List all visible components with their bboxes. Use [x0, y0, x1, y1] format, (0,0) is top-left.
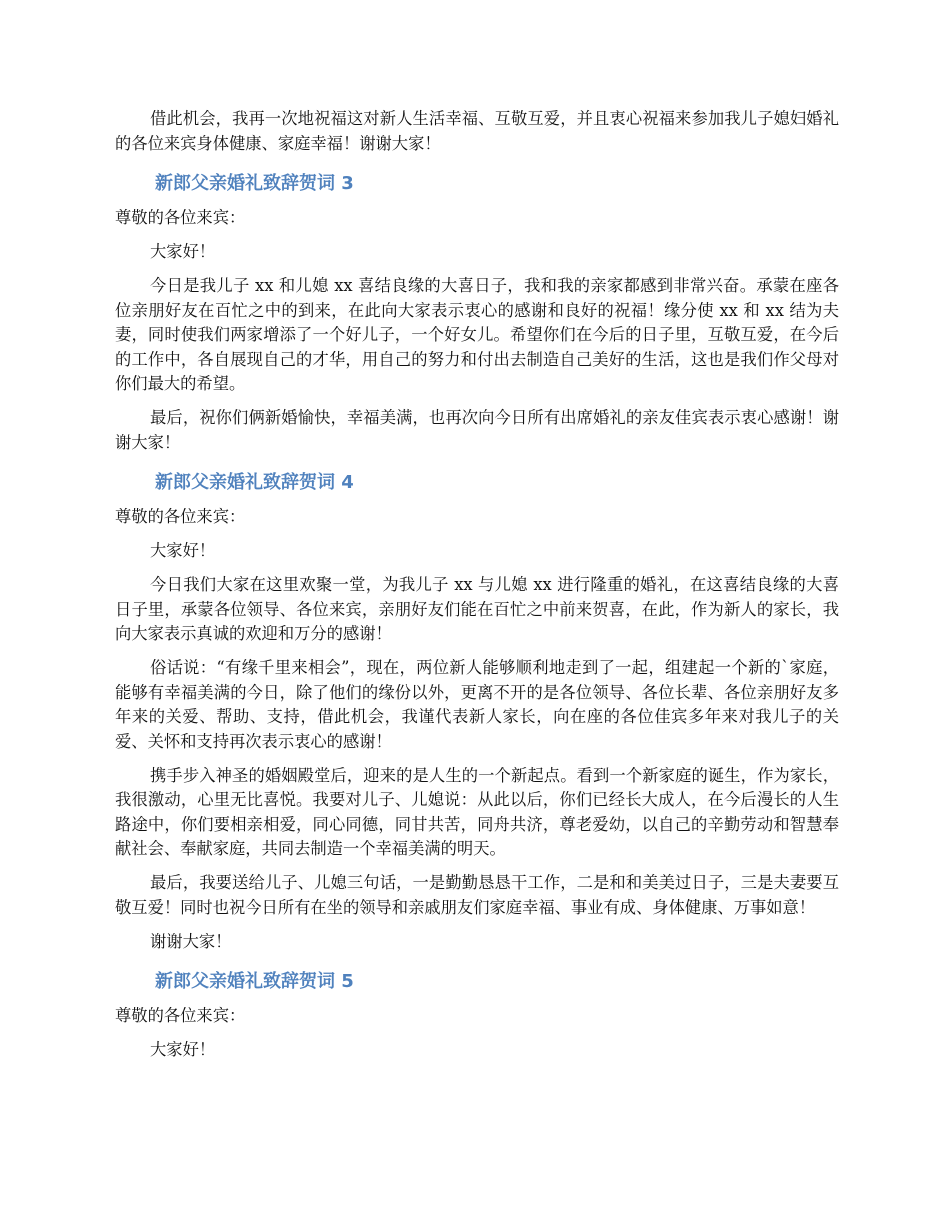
section-5	[115, 970, 839, 1063]
section-4-paragraph-4: 最后，我要送给儿子、儿媳三句话，一是勤勤恳恳干工作，二是和和美美过日子，三是夫妻要互敬互爱！同时也祝今日所有在坐的领导和亲戚朋友们家庭幸福、事业有成、身体健康、万事如意！	[115, 873, 839, 917]
section-3-salutation: 尊敬的各位来宾：	[115, 208, 246, 227]
intro-paragraph: 借此机会，我再一次地祝福这对新人生活幸福、互敬互爱，并且衷心祝福来参加我儿子媳妇婚礼的各位来宾身体健康、家庭幸福！谢谢大家！	[115, 109, 839, 153]
section-3-greeting: 大家好！	[150, 242, 216, 261]
section-3-paragraph-2: 最后，祝你们俩新婚愉快，幸福美满，也再次向今日所有出席婚礼的亲友佳宾表示衷心感谢！谢谢大家！	[115, 408, 839, 452]
document-page	[115, 107, 839, 1072]
section-4-paragraph-3: 携手步入神圣的婚姻殿堂后，迎来的是人生的一个新起点。看到一个新家庭的诞生，作为家长，我很激动，心里无比喜悦。我要对儿子、儿媳说：从此以后，你们已经长大成人，在今后漫长的人生路途中，你们要相亲相爱，同心同德，同甘共苦，同舟共济，尊老爱幼，以自己的辛勤劳动和智慧奉献社会、奉献家庭，共同去制造一个幸福美满的明天。	[115, 765, 839, 858]
section-4-greeting: 大家好！	[150, 541, 216, 560]
section-3-heading: 新郎父亲婚礼致辞贺词 3	[155, 173, 354, 194]
section-4	[115, 471, 839, 954]
section-5-heading: 新郎父亲婚礼致辞贺词 5	[155, 971, 354, 992]
section-4-heading: 新郎父亲婚礼致辞贺词 4	[155, 472, 354, 493]
section-3-paragraph-1: 今日是我儿子 xx 和儿媳 xx 喜结良缘的大喜日子，我和我的亲家都感到非常兴奋。承蒙在座各位亲朋好友在百忙之中的到来，在此向大家表示衷心的感谢和良好的祝福！缘分使 xx 和 xx 结为夫妻，同时使我们两家增添了一个好儿子，一个好女儿。希望你们在今后的日子里，互敬互爱，在今后的工作中，各自展现自己的才华，用自己的努力和付出去制造自己美好的生活，这也是我们作父母对你们最大的希望。	[115, 276, 839, 393]
section-4-closing: 谢谢大家！	[150, 931, 232, 951]
section-4-salutation: 尊敬的各位来宾：	[115, 507, 246, 526]
section-5-salutation: 尊敬的各位来宾：	[115, 1006, 246, 1025]
section-3	[115, 172, 839, 455]
section-5-greeting: 大家好！	[150, 1040, 216, 1059]
section-4-paragraph-2: 俗话说：“有缘千里来相会”，现在，两位新人能够顺利地走到了一起，组建起一个新的`家庭，能够有幸福美满的今日，除了他们的缘份以外，更离不开的是各位领导、各位长辈、各位亲朋好友多年来的关爱、帮助、支持，借此机会，我谨代表新人家长，向在座的各位佳宾多年来对我儿子的关爱、关怀和支持再次表示衷心的感谢！	[115, 658, 839, 751]
section-4-paragraph-1: 今日我们大家在这里欢聚一堂，为我儿子 xx 与儿媳 xx 进行隆重的婚礼，在这喜结良缘的大喜日子里，承蒙各位领导、各位来宾，亲朋好友们能在百忙之中前来贺喜，在此，作为新人的家长，我向大家表示真诚的欢迎和万分的感谢！	[115, 575, 839, 643]
